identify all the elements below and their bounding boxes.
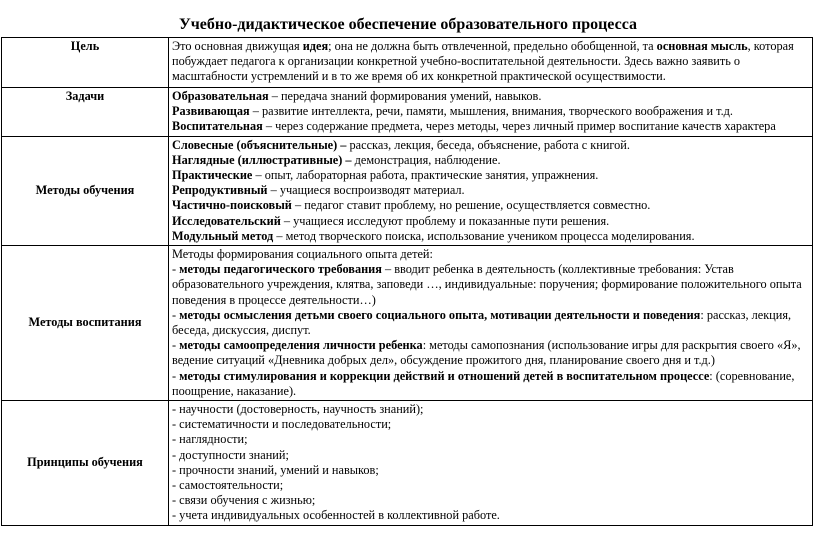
teaching-method-item-desc: – опыт, лабораторная работа, практические занятия, упражнения. — [252, 168, 599, 183]
teaching-method-item — [172, 183, 809, 198]
upbringing-methods-list — [169, 246, 813, 401]
goal-text-run: , которая побуждает педагога к организации конкретной учебно-воспитательной деятельности. Здесь важно заявить о масштабности устремлений и в то же время об их конкретной практической осуществимости. — [172, 39, 794, 84]
teaching-method-item-desc: демонстрация, наблюдение. — [351, 152, 501, 167]
principle-item: - наглядности; — [172, 432, 248, 447]
upbringing-method-item-prefix: - — [172, 262, 180, 277]
teaching-method-item-desc: – педагог ставит проблему, но решение, осуществляется совместно. — [291, 198, 651, 213]
teaching-method-item-desc: – метод творческого поиска, использование учеником процесса моделирования. — [273, 228, 695, 243]
task-item-term: Развивающая — [172, 104, 250, 119]
upbringing-method-item-prefix: - — [172, 338, 180, 353]
principle-item: - прочности знаний, умений и навыков; — [172, 462, 379, 477]
teaching-method-item-term: Наглядные (иллюстративные) – — [172, 152, 352, 167]
teaching-methods-list — [169, 136, 813, 245]
upbringing-method-item-prefix: - — [172, 307, 180, 322]
principle-item: - научности (достоверность, научность знаний); — [172, 402, 424, 417]
tasks-list — [169, 88, 813, 137]
teaching-method-item — [172, 153, 809, 168]
goal-emphasis: основная мысль — [656, 39, 748, 53]
upbringing-method-item-term: методы стимулирования и коррекции действий и отношений детей в воспитательном процессе — [179, 368, 710, 383]
upbringing-method-item-desc: : (соревнование, поощрение, наказание). — [172, 368, 795, 398]
upbringing-method-item — [172, 338, 809, 368]
teaching-method-item-term: Модульный метод — [172, 228, 274, 243]
teaching-method-item-term: Исследовательский — [172, 213, 281, 228]
row-header-goal: Цель — [2, 38, 169, 88]
principle-item: - самостоятельности; — [172, 478, 284, 493]
teaching-method-item — [172, 168, 809, 183]
table-row-upbringing-methods — [2, 246, 813, 401]
teaching-method-item-term: Репродуктивный — [172, 183, 268, 198]
upbringing-method-item-prefix: - — [172, 368, 180, 383]
row-header-teaching-methods: Методы обучения — [2, 136, 169, 245]
teaching-method-item — [172, 214, 809, 229]
upbringing-method-item-term: методы осмысления детьми своего социального опыта, мотивации деятельности и поведения — [179, 307, 701, 322]
upbringing-method-item-desc: : рассказ, лекция, беседа, дискуссия, диспут. — [172, 307, 792, 338]
row-header-principles: Принципы обучения — [2, 401, 169, 526]
principle-item: - систематичности и последовательности; — [172, 417, 392, 432]
teaching-method-item-term: Словесные (объяснительные) – — [172, 137, 347, 152]
teaching-method-item-term: Частично-поисковый — [172, 198, 292, 213]
principle-item: - доступности знаний; — [172, 447, 289, 462]
teaching-method-item-desc: – учащиеся воспроизводят материал. — [267, 183, 465, 198]
teaching-method-item — [172, 198, 809, 213]
table-row-tasks — [2, 88, 813, 137]
task-item-desc: – через содержание предмета, через методы, через личный пример воспитание качеств характера — [262, 119, 776, 134]
table-row-principles — [2, 401, 813, 526]
table-row-teaching-methods — [2, 136, 813, 245]
task-item — [172, 119, 809, 134]
upbringing-intro: Методы формирования социального опыта детей: — [172, 247, 433, 262]
upbringing-method-item — [172, 262, 809, 308]
task-item-term: Воспитательная — [172, 119, 263, 134]
table-row-goal — [2, 38, 813, 88]
upbringing-method-item-desc: – вводит ребенка в деятельность (коллективные требования: Устав образовательного учреждения, клятва, заповеди …, индивидуальные: поручения; формирование положительного опыта поведения в процессе деятельности…) — [172, 262, 802, 307]
upbringing-method-item-desc: : методы самопознания (использование игры для раскрытия своего «Я», ведение ситуаций «Дневника добрых дел», обсуждение прожитого дня, планирование своего дня и т.д.) — [172, 338, 801, 368]
teaching-method-item-term: Практические — [172, 168, 253, 183]
principle-item: - учета индивидуальных особенностей в коллективной работе. — [172, 508, 500, 523]
teaching-method-item-desc: – учащиеся исследуют проблему и показанные пути решения. — [280, 213, 610, 228]
goal-text-run: Это основная движущая — [172, 39, 303, 53]
teaching-method-item-desc: рассказ, лекция, беседа, объяснение, работа с книгой. — [346, 137, 630, 152]
page-title: Учебно-дидактическое обеспечение образовательного процесса — [179, 16, 637, 33]
upbringing-method-item — [172, 369, 809, 399]
teaching-method-item — [172, 229, 809, 244]
task-item — [172, 89, 809, 104]
goal-text-run: ; она не должна быть отвлеченной, предельно обобщенной, та — [328, 39, 657, 53]
principle-item: - связи обучения с жизнью; — [172, 493, 316, 508]
row-header-tasks: Задачи — [2, 88, 169, 137]
goal-text — [169, 38, 813, 88]
task-item-term: Образовательная — [172, 89, 269, 103]
upbringing-method-item-term: методы педагогического требования — [179, 262, 382, 277]
task-item-desc: – передача знаний формирования умений, навыков. — [268, 89, 542, 103]
goal-emphasis: идея — [302, 39, 329, 53]
upbringing-method-item-term: методы самоопределения личности ребенка — [179, 338, 423, 353]
row-header-upbringing-methods: Методы воспитания — [2, 246, 169, 401]
didactic-table — [1, 37, 813, 526]
task-item-desc: – развитие интеллекта, речи, памяти, мышления, внимания, творческого воображения и т.д. — [249, 104, 733, 119]
principles-list — [169, 401, 813, 526]
upbringing-method-item — [172, 308, 809, 338]
task-item — [172, 104, 809, 119]
teaching-method-item — [172, 138, 809, 153]
